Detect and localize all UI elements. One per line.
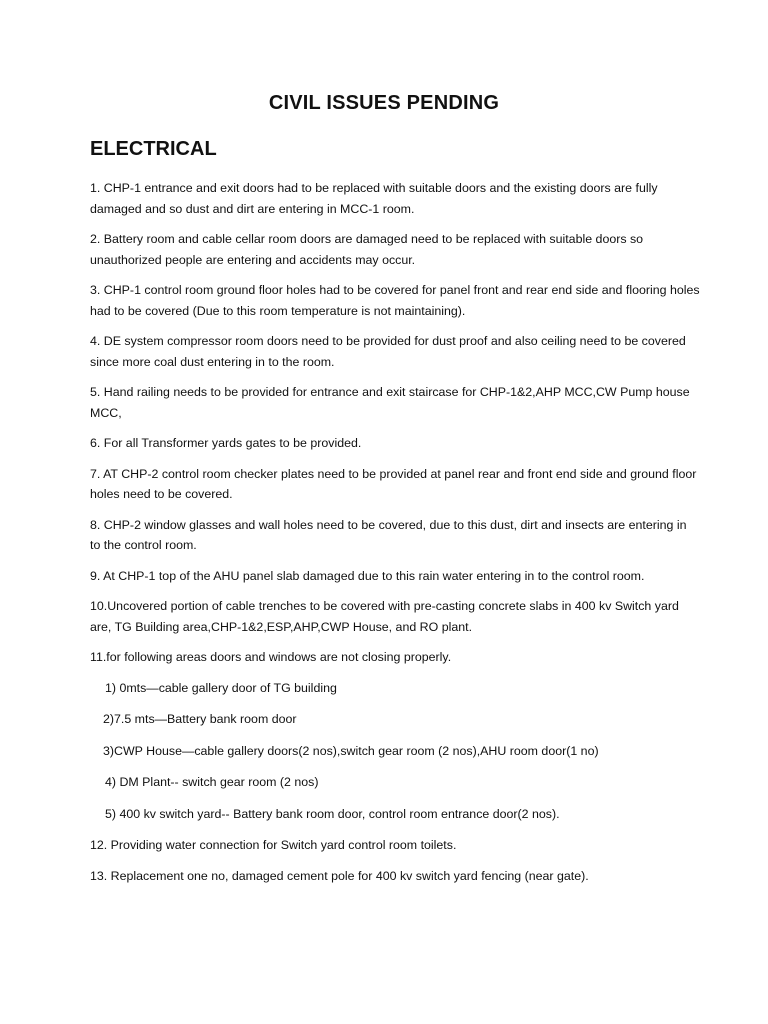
issue-item: 8. CHP-2 window glasses and wall holes need to be covered, due to this dust, dirt and insects are entering in to the control room. (90, 517, 687, 552)
issue-item: 4. DE system compressor room doors need to be provided for dust proof and also ceiling need to be covered since more coal dust entering in to the room. (90, 334, 686, 369)
sub-item: 5) 400 kv switch yard-- Battery bank room door, control room entrance door(2 nos). (105, 806, 560, 821)
issue-item: 6. For all Transformer yards gates to be provided. (90, 436, 362, 450)
sub-item: 3)CWP House—cable gallery doors(2 nos),switch gear room (2 nos),AHU room door(1 no) (103, 743, 599, 758)
document-title: CIVIL ISSUES PENDING (268, 92, 500, 114)
issue-item: 13. Replacement one no, damaged cement pole for 400 kv switch yard fencing (near gate). (90, 868, 589, 883)
issue-item: 3. CHP-1 control room ground floor holes had to be covered for panel front and rear end side and flooring holes had to be covered (Due to this room temperature is not maintaining). (90, 283, 700, 318)
section-heading: ELECTRICAL (90, 138, 217, 160)
sub-item: 4) DM Plant-- switch gear room (2 nos) (105, 775, 319, 789)
sub-item: 2)7.5 mts—Battery bank room door (103, 712, 297, 726)
issue-list (90, 178, 700, 896)
issue-item: 10.Uncovered portion of cable trenches to be covered with pre-casting concrete slabs in 400 kv Switch yard are, TG Building area,CHP-1&2,ESP,AHP,CWP House, and RO plant. (90, 599, 679, 634)
sub-item: 1) 0mts—cable gallery door of TG building (105, 680, 337, 695)
issue-item: 11.for following areas doors and windows are not closing properly. (90, 650, 452, 664)
issue-item: 12. Providing water connection for Switch yard control room toilets. (90, 838, 457, 852)
issue-item: 1. CHP-1 entrance and exit doors had to be replaced with suitable doors and the existing doors are fully damaged and so dust and dirt are entering in MCC-1 room. (90, 181, 658, 216)
issue-item: 2. Battery room and cable cellar room doors are damaged need to be replaced with suitable doors so unauthorized people are entering and accidents may occur. (90, 232, 644, 267)
issue-item: 7. AT CHP-2 control room checker plates need to be provided at panel rear and front end side and ground floor holes need to be covered. (90, 466, 697, 501)
issue-item: 5. Hand railing needs to be provided for entrance and exit staircase for CHP-1&2,AHP MCC,CW Pump house MCC, (90, 385, 690, 420)
issue-item: 9. At CHP-1 top of the AHU panel slab damaged due to this rain water entering in to the control room. (90, 568, 645, 583)
